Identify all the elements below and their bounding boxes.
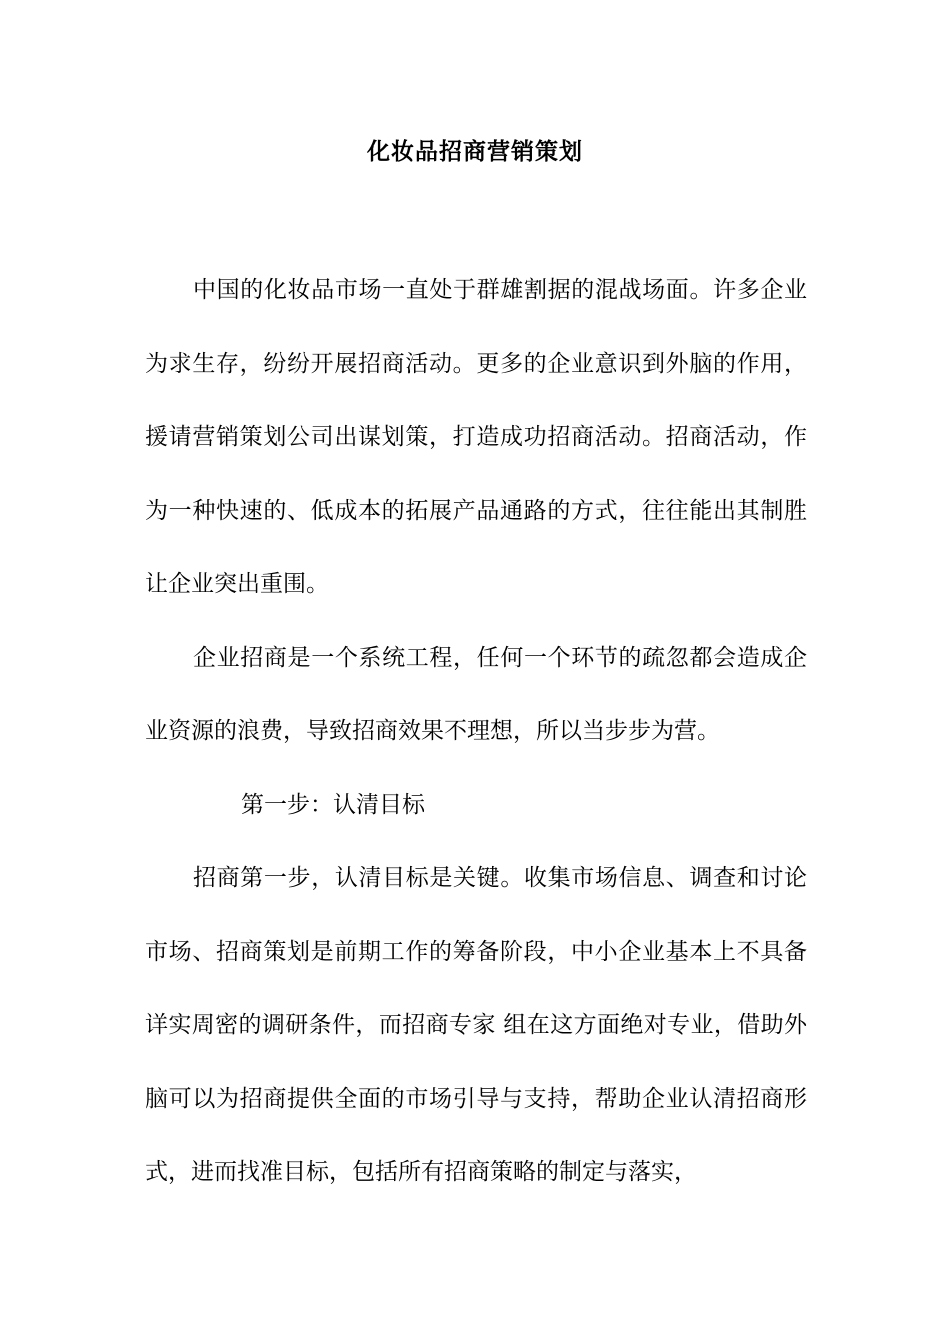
system-paragraph: 企业招商是一个系统工程，任何一个环节的疏忽都会造成企业资源的浪费，导致招商效果不理想，所以当步步为营。 [145,644,807,744]
document-title: 化妆品招商营销策划 [367,138,583,165]
step1-heading: 第一步：认清目标 [241,791,425,818]
step1-paragraph: 招商第一步，认清目标是关键。收集市场信息、调查和讨论市场、招商策划是前期工作的筹备阶段，中小企业基本上不具备详实周密的调研条件，而招商专家 组在这方面绝对专业，借助外脑可以为招商提供全面的市场引导与支持，帮助企业认清招商形式，进而找准目标，包括所有招商策略的制定与落实， [145,865,807,1185]
intro-paragraph: 中国的化妆品市场一直处于群雄割据的混战场面。许多企业为求生存，纷纷开展招商活动。更多的企业意识到外脑的作用，援请营销策划公司出谋划策，打造成功招商活动。招商活动，作为一种快速的、低成本的拓展产品通路的方式，往往能出其制胜让企业突出重围。 [145,277,807,597]
document-body [145,254,807,1210]
